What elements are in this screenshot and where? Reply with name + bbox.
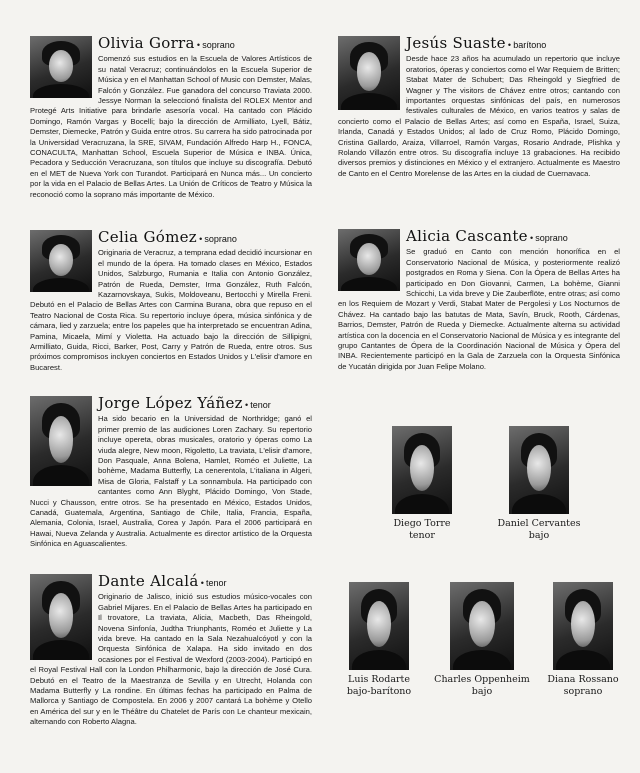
bio-jorge-lopez-yanez: Jorge López Yáñez • tenor Ha sido becario en la Universidad de Northridge; ganó el primer premio de las audiciones Loren Zachary. Su repertorio incluye opereta, obras musicales, oratorio y óperas como La viuda alegre, New moon, Rigoletto, La traviata, L'elisir d'amore, Don Pasquale, Anna Bolena, Hamlet, Roméo et Juliette, La bohème, Madama Butterfly, La cenerentola, L'italiana in Algeri, Misa de Gloria, Falstaff y La sonnambula. Ha participado con cantantes como Ann Blyght, Plácido Domingo, Von Stade, Nucci y Chausson, entre otros. Se ha presentado en México, Estados Unidos, Canadá, Guatemala, Argentina, Santiago de Chile, Italia, Francia, España, Alemania, Colonia, Israel, Australia, Corea y Japón. Para el 2006 participará en Hawai, Nueva Zelanda y Australia. Actualmente es director artístico de la Orquesta Sinfónica en Aguascalientes. [30, 394, 312, 549]
voice-type: tenor [206, 578, 227, 588]
singer-name: Olivia Gorra [98, 34, 195, 52]
card-charles-oppenheim [432, 582, 532, 698]
card-diana-rossano [540, 582, 626, 698]
singer-name: Alicia Cascante [406, 227, 528, 245]
voice-type: soprano [204, 234, 237, 244]
card-name: Diana Rossano [547, 674, 619, 685]
singer-name: Jesús Suaste [406, 34, 506, 52]
singer-photo [30, 230, 92, 292]
bio-text: Se graduó en Canto con mención honorífica en el Conservatorio Nacional de Música, y posteriormente realizó postgrados en Roma y Siena. Con la Ópera de Bellas Artes ha participado en Don Giovanni, Carmen, La bohème, Gianni Schicchi, La vida breve y Die Zauberflöte, entre otras; así como en los Requiem de Mozart y Verdi, Stabat Mater de Pergolesi y Los Nocturnos de Chávez. Ha cantado bajo las batutas de Mata, Savín, Bruck, Rooth, Cárdenas, Barrios, Demster, Patrón de Rueda y Diemecke. Actualmente alterna su actividad artística con la docencia en el Conservatorio Nacional de Música y es integrante del grupo Cantantes de Ópera de la Coordinación Nacional de Música y Ópera del INBA. Recientemente participó en la Gala de Zarzuela con la Orquesta Sinfónica de Yucatán dirigida por Juan Felipe Molano. [338, 247, 620, 371]
card-daniel-cervantes [496, 426, 582, 542]
voice-type: barítono [513, 40, 547, 50]
card-voice: bajo-barítono [346, 686, 412, 697]
singer-photo [30, 36, 92, 98]
bio-jesus-suaste: Jesús Suaste • barítono Desde hace 23 años ha acumulado un repertorio que incluye oratorios, óperas y conciertos como el War Requiem de Britten; Stabat Mater de Schubert; Das Rheingold y Siegfried de Wagner y The visitors de Chávez entre otros; cantando con importantes orquestas sinfónicas del país, en numerosos festivales culturales de México, en varios teatros y salas de concierto como el Palacio de Bellas Artes; así como en España, Israel, Suiza, Irlanda, Canadá y Estados Unidos; al lado de Cruz Romo, Plácido Domingo, Cristina Gallardo, Araiza, Villarroel, Ramón Vargas, Rosario Andrade, Plishka y Rolando Villazón entre otros. Su discografía incluye 13 grabaciones. Ha recibido diversos premios y distinciones en México y el extranjero. Actualmente es Maestro de Canto en el Centro Morelense de las Artes en la ciudad de Cuernavaca. [338, 34, 620, 178]
bio-dante-alcala: Dante Alcalá • tenor Originario de Jalisco, inició sus estudios músico-vocales con Gabriel Mijares. En el Palacio de Bellas Artes ha participado en Il trovatore, La traviata, Alicia, Macbeth, Das Rheingold, Novena Sinfonía, Judtha Triunphants, Roméo et Juliette y La vida breve. Ha cantado en la Sala Nezahualcóyotl y con la Orquesta Sinfónica de Xalapa. Ha sido invitado en dos ocasiones por el Festival de Wexford (2003-2004). Participó en el Royal Festival Hall con la London Philharmonic, bajo la dirección de José Cura. Debutó en el Teatro de la Maestranza de Sevilla y en Utrecht, Holanda con Madama Butterfly y La rondine. En últimas fechas ha participado en Palma de Mallorca y Santiago de Compostela. En 2006 y 2007 cantará La bohème y Otello en América del sur y en le Théâtre du Chatelet de París con Le chanteur mexicain, alternando con Roberto Alagna. [30, 572, 312, 727]
singer-photo [553, 582, 613, 670]
bio-text: Comenzó sus estudios en la Escuela de Valores Artísticos de su natal Veracruz; continuándolos en la Escuela Superior de Música y en el Manhattan School of Music con Demster, Malas, Falcón y González. Fue ganadora del concurso Traviata 2000. Jessye Norman la seleccionó finalista del ROLEX Mentor and Protegé Arts Initiative para brindarle asesoría vocal. Ha cantado con Plácido Domingo, Ramón Vargas y Bocelli; bajo la dirección de Armilliato, Lyell, Bátiz, Demster, Diemecke, Patrón y Guida entre otros. Su carrera ha sido patrocinada por la Universidad Veracruzana, la SRE, SIVAM, Fundación Alfredo Harp H., FONCA, CONACULTA, Manhattan School, Escuela Superior de Música e INBA. Única, Pecadora y Seducción Veracruzana, son títulos que incluye su discografía. Debutó en el MET de Nueva York con Turandot. Participará en Nunca más... Un concierto por la vida en el Palacio de Bellas Artes. La Unión de Críticos de Teatro y Música la reconoció como la soprano más importante de México. [30, 54, 312, 199]
bio-olivia-gorra: Olivia Gorra • soprano Comenzó sus estudios en la Escuela de Valores Artísticos de su natal Veracruz; continuándolos en la Escuela Superior de Música y en el Manhattan School of Music con Demster, Malas, Falcón y González. Fue ganadora del concurso Traviata 2000. Jessye Norman la seleccionó finalista del ROLEX Mentor and Protegé Arts Initiative para brindarle asesoría vocal. Ha cantado con Plácido Domingo, Ramón Vargas y Bocelli; bajo la dirección de Armilliato, Lyell, Bátiz, Demster, Diemecke, Patrón y Guida entre otros. Su carrera ha sido patrocinada por la Universidad Veracruzana, la SRE, SIVAM, Fundación Alfredo Harp H., FONCA, CONACULTA, Manhattan School, Escuela Superior de Música e INBA. Única, Pecadora y Seducción Veracruzana, son títulos que incluye su discografía. Debutó en el MET de Nueva York con Turandot. Participará en Nunca más... Un concierto por la vida en el Palacio de Bellas Artes. La Unión de Críticos de Teatro y Música la reconoció como la soprano más importante de México. [30, 34, 312, 199]
voice-type: soprano [535, 233, 568, 243]
singer-name: Dante Alcalá [98, 572, 199, 590]
card-luis-rodarte [336, 582, 422, 698]
bio-alicia-cascante: Alicia Cascante • soprano Se graduó en Canto con mención honorífica en el Conservatorio Nacional de Música, y posteriormente realizó postgrados en Roma y Siena. Con la Ópera de Bellas Artes ha participado en Don Giovanni, Carmen, La bohème, Gianni Schicchi, La vida breve y Die Zauberflöte, entre otras; así como en los Requiem de Mozart y Verdi, Stabat Mater de Pergolesi y Los Nocturnos de Chávez. Ha cantado bajo las batutas de Mata, Savín, Bruck, Rooth, Cárdenas, Barrios, Demster, Patrón de Rueda y Diemecke. Actualmente alterna su actividad artística con la docencia en el Conservatorio Nacional de Música y es integrante del grupo Cantantes de Ópera de la Coordinación Nacional de Música y Ópera del INBA. Recientemente participó en la Gala de Zarzuela con la Orquesta Sinfónica de Yucatán dirigida por Juan Felipe Molano. [338, 227, 620, 371]
singer-photo [338, 229, 400, 291]
bio-text: Originario de Jalisco, inició sus estudios músico-vocales con Gabriel Mijares. En el Palacio de Bellas Artes ha participado en Il trovatore, La traviata, Alicia, Macbeth, Das Rheingold, Novena Sinfonía, Judtha Triunphants, Roméo et Juliette y La vida breve. Ha cantado en la Sala Nezahualcóyotl y con la Orquesta Sinfónica de Xalapa. Ha sido invitado en dos ocasiones por el Festival de Wexford (2003-2004). Participó en el Royal Festival Hall con la London Philharmonic, bajo la dirección de José Cura. Debutó en el Teatro de la Maestranza de Sevilla y en Utrecht, Holanda con Madama Butterfly y La rondine. En últimas fechas ha participado en Palma de Mallorca y Santiago de Compostela. En 2006 y 2007 cantará La bohème y Otello en América del sur y en le Théâtre du Chatelet de París con Le chanteur mexicain, alternando con Roberto Alagna. [30, 592, 312, 727]
bio-text: Ha sido becario en la Universidad de Northridge; ganó el primer premio de las audiciones Loren Zachary. Su repertorio incluye opereta, obras musicales, oratorio y óperas como La viuda alegre, New moon, Rigoletto, La traviata, L'elisir d'amore, Don Pasquale, Anna Bolena, Hamlet, Roméo et Juliette, La bohème, Madama Butterfly, La cenerentola, L'italiana in Algeri, Misa de Gloria, Falstaff y La sonnambula. Ha participado con cantantes como Ann Blyght, Plácido Domingo, Von Stade, Nucci y Chausson, entre otros. Se ha presentado en México, Estados Unidos, Canadá, Guatemala, Argentina, Santiago de Chile, Italia, Francia, España, Alemania, Colonia, Israel, Australia, Corea y Japón. Para el 2006 participará en Hawai, Nueva Zelanda y Australia. Actualmente es director artístico de la Orquesta Sinfónica en Aguascalientes. [30, 414, 312, 549]
card-name: Charles Oppenheim [434, 674, 530, 685]
card-voice: tenor [409, 530, 435, 541]
card-voice: bajo [471, 686, 493, 697]
card-name: Luis Rodarte [348, 674, 410, 685]
bio-text: Originaria de Veracruz, a temprana edad decidió incursionar en el mundo de la ópera. Ha tomado clases en México, Estados Unidos, Salzburgo, Rumania e Italia con Antonio González, Patrón de Rueda, Demster, Irma González, Ruth Falcón, Kazarnovskaya, Sukis, Moldoveanu, Bertocchi y Mirella Freni. Debutó en el Palacio de Bellas Artes con Carmina Burana, obra que repuso en el Teatro Nacional de Costa Rica. Su repertorio incluye ópera, música sinfónica y de cámara, lied y zarzuela; entre los papeles que ha interpretado se encuentran Adina, Pamina, Micaela, Mimí y Violetta. Ha actuado bajo la dirección de Sillipigni, Armilliato, Guida, Ricci, Barker, Post, Carry y Patrón de Rueda, entre otros. Sus próximos compromisos incluyen conciertos en Estados Unidos y L'elisir d'amore en Bucarest. [30, 248, 312, 372]
voice-type: soprano [202, 40, 235, 50]
voice-type: tenor [250, 400, 271, 410]
singer-name: Jorge López Yáñez [98, 394, 243, 412]
card-name: Diego Torre [393, 518, 451, 529]
singer-photo [338, 36, 400, 110]
bio-text: Desde hace 23 años ha acumulado un repertorio que incluye oratorios, óperas y conciertos como el War Requiem de Britten; Stabat Mater de Schubert; Das Rheingold y Siegfried de Wagner y The visitors de Chávez entre otros; cantando con importantes orquestas sinfónicas del país, en numerosos festivales culturales de México, en varios teatros y salas de concierto como el Palacio de Bellas Artes; así como en España, Israel, Suiza, Irlanda, Canadá y Estados Unidos; al lado de Cruz Romo, Plácido Domingo, Cristina Gallardo, Araiza, Villarroel, Ramón Vargas, Rosario Andrade, Plishka y Rolando Villazón entre otros. Su discografía incluye 13 grabaciones. Ha recibido diversos premios y distinciones en México y el extranjero. Actualmente es Maestro de Canto en el Centro Morelense de las Artes en la ciudad de Cuernavaca. [338, 54, 620, 178]
singer-name: Celia Gómez [98, 228, 197, 246]
card-diego-torre [384, 426, 460, 542]
singer-photo [392, 426, 452, 514]
singer-photo [30, 574, 92, 660]
card-voice: bajo [528, 530, 550, 541]
singer-photo [349, 582, 409, 670]
bio-celia-gomez: Celia Gómez • soprano Originaria de Veracruz, a temprana edad decidió incursionar en el mundo de la ópera. Ha tomado clases en México, Estados Unidos, Salzburgo, Rumania e Italia con Antonio González, Patrón de Rueda, Demster, Irma González, Ruth Falcón, Kazarnovskaya, Sukis, Moldoveanu, Bertocchi y Mirella Freni. Debutó en el Palacio de Bellas Artes con Carmina Burana, obra que repuso en el Teatro Nacional de Costa Rica. Su repertorio incluye ópera, música sinfónica y de cámara, lied y zarzuela; entre los papeles que ha interpretado se encuentran Adina, Pamina, Micaela, Mimí y Violetta. Ha actuado bajo la dirección de Sillipigni, Armilliato, Guida, Ricci, Barker, Post, Carry y Patrón de Rueda, entre otros. Sus próximos compromisos incluyen conciertos en Estados Unidos y L'elisir d'amore en Bucarest. [30, 228, 312, 372]
singer-photo [30, 396, 92, 486]
singer-photo [509, 426, 569, 514]
singer-photo [450, 582, 514, 670]
card-voice: soprano [563, 686, 603, 697]
card-name: Daniel Cervantes [497, 518, 581, 529]
